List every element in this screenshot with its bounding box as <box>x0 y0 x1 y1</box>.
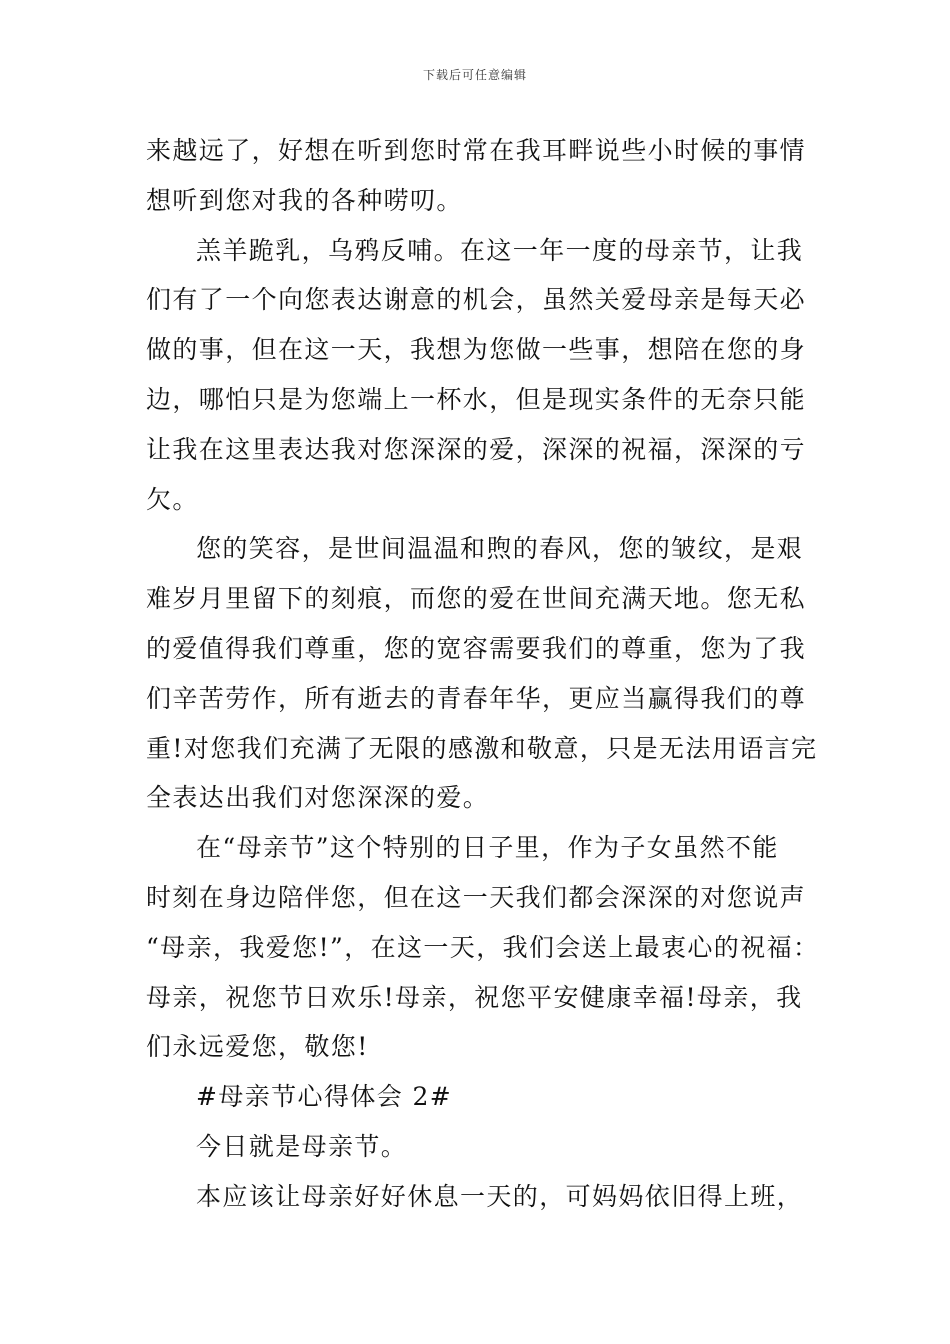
text-line: 做的事，但在这一天，我想为您做一些事，想陪在您的身 <box>146 335 807 365</box>
text-line: 本应该让母亲好好休息一天的，可妈妈依旧得上班， <box>196 1181 804 1211</box>
text-line: 全表达出我们对您深深的爱。 <box>146 783 490 813</box>
text-line: 来越远了，好想在听到您时常在我耳畔说些小时候的事情 <box>146 136 807 165</box>
text-line: 母亲，祝您节日欢乐!母亲，祝您平安健康幸福!母亲，我 <box>146 982 803 1012</box>
text-line: “母亲，我爱您!”，在这一天，我们会送上最衷心的祝福： <box>146 932 820 962</box>
text-line: 在“母亲节”这个特别的日子里，作为子女虽然不能 <box>196 833 779 863</box>
text-line: 们有了一个向您表达谢意的机会，虽然关爱母亲是每天必 <box>146 285 807 315</box>
text-line: 让我在这里表达我对您深深的爱，深深的祝福，深深的亏 <box>146 434 807 464</box>
text-line: 们辛苦劳作，所有逝去的青春年华，更应当赢得我们的尊 <box>146 683 807 713</box>
text-line: 羔羊跪乳，乌鸦反哺。在这一年一度的母亲节，让我 <box>196 235 804 265</box>
text-line: 重!对您我们充满了无限的感激和敬意，只是无法用语言完 <box>146 733 818 763</box>
text-line: #母亲节心得体会 2# <box>196 1082 453 1112</box>
text-line: 欠。 <box>146 484 199 514</box>
page-header: 下载后可任意编辑 <box>422 68 527 82</box>
document-body <box>146 126 822 1222</box>
text-line: 的爱值得我们尊重，您的宽容需要我们的尊重，您为了我 <box>146 633 807 663</box>
text-line: 您的笑容，是世间温温和煦的春风，您的皱纹，是艰 <box>196 534 804 564</box>
text-line: 难岁月里留下的刻痕，而您的爱在世间充满天地。您无私 <box>146 584 807 614</box>
text-line: 今日就是母亲节。 <box>196 1131 408 1161</box>
text-line: 们永远爱您，敬您! <box>146 1032 369 1062</box>
text-line: 想听到您对我的各种唠叨。 <box>146 185 463 215</box>
text-line: 边，哪怕只是为您端上一杯水，但是现实条件的无奈只能 <box>146 384 807 414</box>
text-line: 时刻在身边陪伴您，但在这一天我们都会深深的对您说声 <box>146 882 807 912</box>
